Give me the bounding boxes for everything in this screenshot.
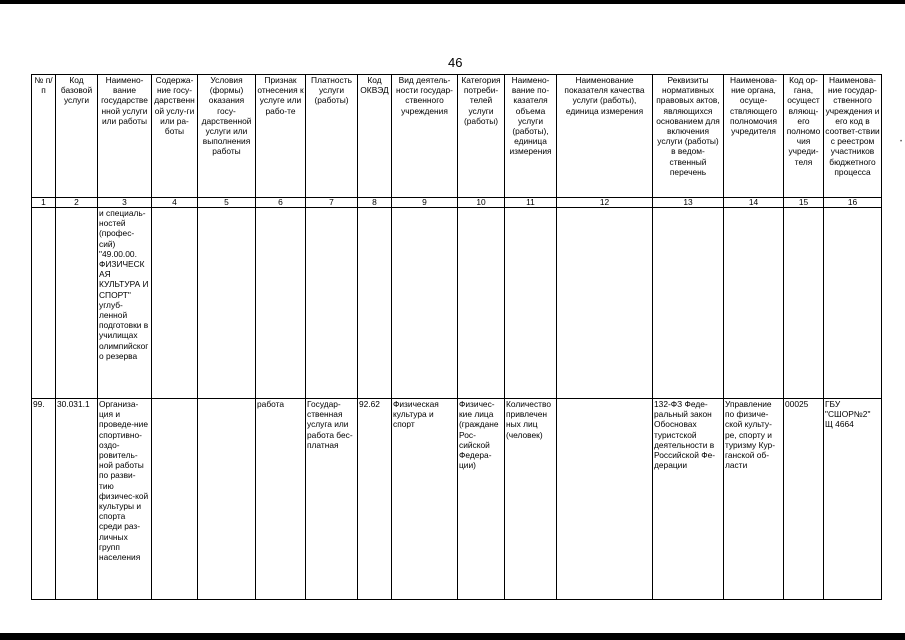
column-number: 8 <box>358 198 392 208</box>
header-cell: Наименование показателя качества услуги (работы), единица измерения <box>557 75 653 198</box>
header-cell: Платность услуги (работы) <box>306 75 358 198</box>
column-number: 9 <box>392 198 458 208</box>
cell-founder-code <box>784 208 824 399</box>
cell-institution <box>824 208 882 399</box>
header-cell: Наименова-ние государ-ственного учреждения и его код в соответ-ствии с реестром участников бюджетного процесса <box>824 75 882 198</box>
column-number: 7 <box>306 198 358 208</box>
cell-row-number <box>32 208 56 399</box>
table-row <box>32 399 882 600</box>
cell-conditions <box>198 208 256 399</box>
column-number: 3 <box>98 198 152 208</box>
cell-institution: ГБУ "СШОР№2" Щ 4664 <box>824 399 882 600</box>
column-number: 15 <box>784 198 824 208</box>
cell-service-name: Организа-ция и проведе-ние спортивно-оздо-ровитель-ной работы по разви-тию физичес-кой культуры и спорта среди раз-личных групп населения <box>98 399 152 600</box>
header-cell: № п/п <box>32 75 56 198</box>
scan-top-border <box>0 0 905 4</box>
header-cell: Код ОКВЭД <box>358 75 392 198</box>
header-cell: Код ор-гана, осущест вляющ-его полномо чия учреди-теля <box>784 75 824 198</box>
column-number: 11 <box>505 198 557 208</box>
header-cell: Наименова-ние органа, осуще-ствляющего полномочия учредителя <box>724 75 784 198</box>
header-cell: Наимено-вание по-казателя объема услуги (работы), единица измерения <box>505 75 557 198</box>
cell-founder-code: 00025 <box>784 399 824 600</box>
cell-activity-type: Физическая культура и спорт <box>392 399 458 600</box>
cell-payment <box>306 208 358 399</box>
cell-legal-acts: 132-ФЗ Феде-ральный закон Обосновах туристской деятельности в Российской Фе-дерации <box>653 399 724 600</box>
cell-service-content <box>152 208 198 399</box>
services-register-table <box>31 74 882 600</box>
column-number-row <box>32 198 882 208</box>
column-number: 1 <box>32 198 56 208</box>
column-number: 16 <box>824 198 882 208</box>
column-number: 10 <box>458 198 505 208</box>
scan-speck: • <box>900 139 903 145</box>
column-number: 2 <box>56 198 98 208</box>
column-number: 5 <box>198 198 256 208</box>
cell-legal-acts <box>653 208 724 399</box>
header-row <box>32 75 882 198</box>
cell-attribute: работа <box>256 399 306 600</box>
header-cell: Вид деятель-ности государ-ственного учреждения <box>392 75 458 198</box>
header-cell: Признак отнесения к услуге или рабо-те <box>256 75 306 198</box>
column-number: 6 <box>256 198 306 208</box>
cell-founder-body <box>724 208 784 399</box>
cell-quality-indicator <box>557 208 653 399</box>
header-cell: Реквизиты нормативных правовых актов, являющихся основанием для включения услуги (работы) в ведом-ственный перечень <box>653 75 724 198</box>
column-number: 13 <box>653 198 724 208</box>
cell-base-service-code: 30.031.1 <box>56 399 98 600</box>
cell-volume-indicator: Количество привлечен ных лиц (человек) <box>505 399 557 600</box>
cell-founder-body: Управление по физиче-ской культу-ре, спорту и туризму Кур-ганской об-ласти <box>724 399 784 600</box>
table-row <box>32 208 882 399</box>
cell-base-service-code <box>56 208 98 399</box>
header-cell: Наимено-вание государственной услуги или работы <box>98 75 152 198</box>
scan-bottom-border <box>0 633 905 640</box>
header-cell: Код базовой услуги <box>56 75 98 198</box>
cell-row-number: 99. <box>32 399 56 600</box>
column-number: 4 <box>152 198 198 208</box>
column-number: 12 <box>557 198 653 208</box>
cell-activity-type <box>392 208 458 399</box>
cell-service-name: и специаль-ностей (профес-сий) "49.00.00. ФИЗИЧЕСКАЯ КУЛЬТУРА И СПОРТ" углуб-ленной подготовки в училищах олимпийского резерва <box>98 208 152 399</box>
cell-attribute <box>256 208 306 399</box>
cell-okved-code <box>358 208 392 399</box>
cell-okved-code: 92.62 <box>358 399 392 600</box>
cell-volume-indicator <box>505 208 557 399</box>
cell-service-content <box>152 399 198 600</box>
cell-payment: Государ-ственная услуга или работа бес-платная <box>306 399 358 600</box>
page-number: 46 <box>448 55 463 70</box>
cell-consumer-category <box>458 208 505 399</box>
header-cell: Содержа-ние госу-дарственной услу-ги или ра-боты <box>152 75 198 198</box>
header-cell: Категория потреби-телей услуги (работы) <box>458 75 505 198</box>
column-number: 14 <box>724 198 784 208</box>
cell-consumer-category: Физичес-кие лица (граждане Рос-сийской Федера-ции) <box>458 399 505 600</box>
cell-quality-indicator <box>557 399 653 600</box>
cell-conditions <box>198 399 256 600</box>
header-cell: Условия (формы) оказания госу-дарственной услуги или выполнения работы <box>198 75 256 198</box>
